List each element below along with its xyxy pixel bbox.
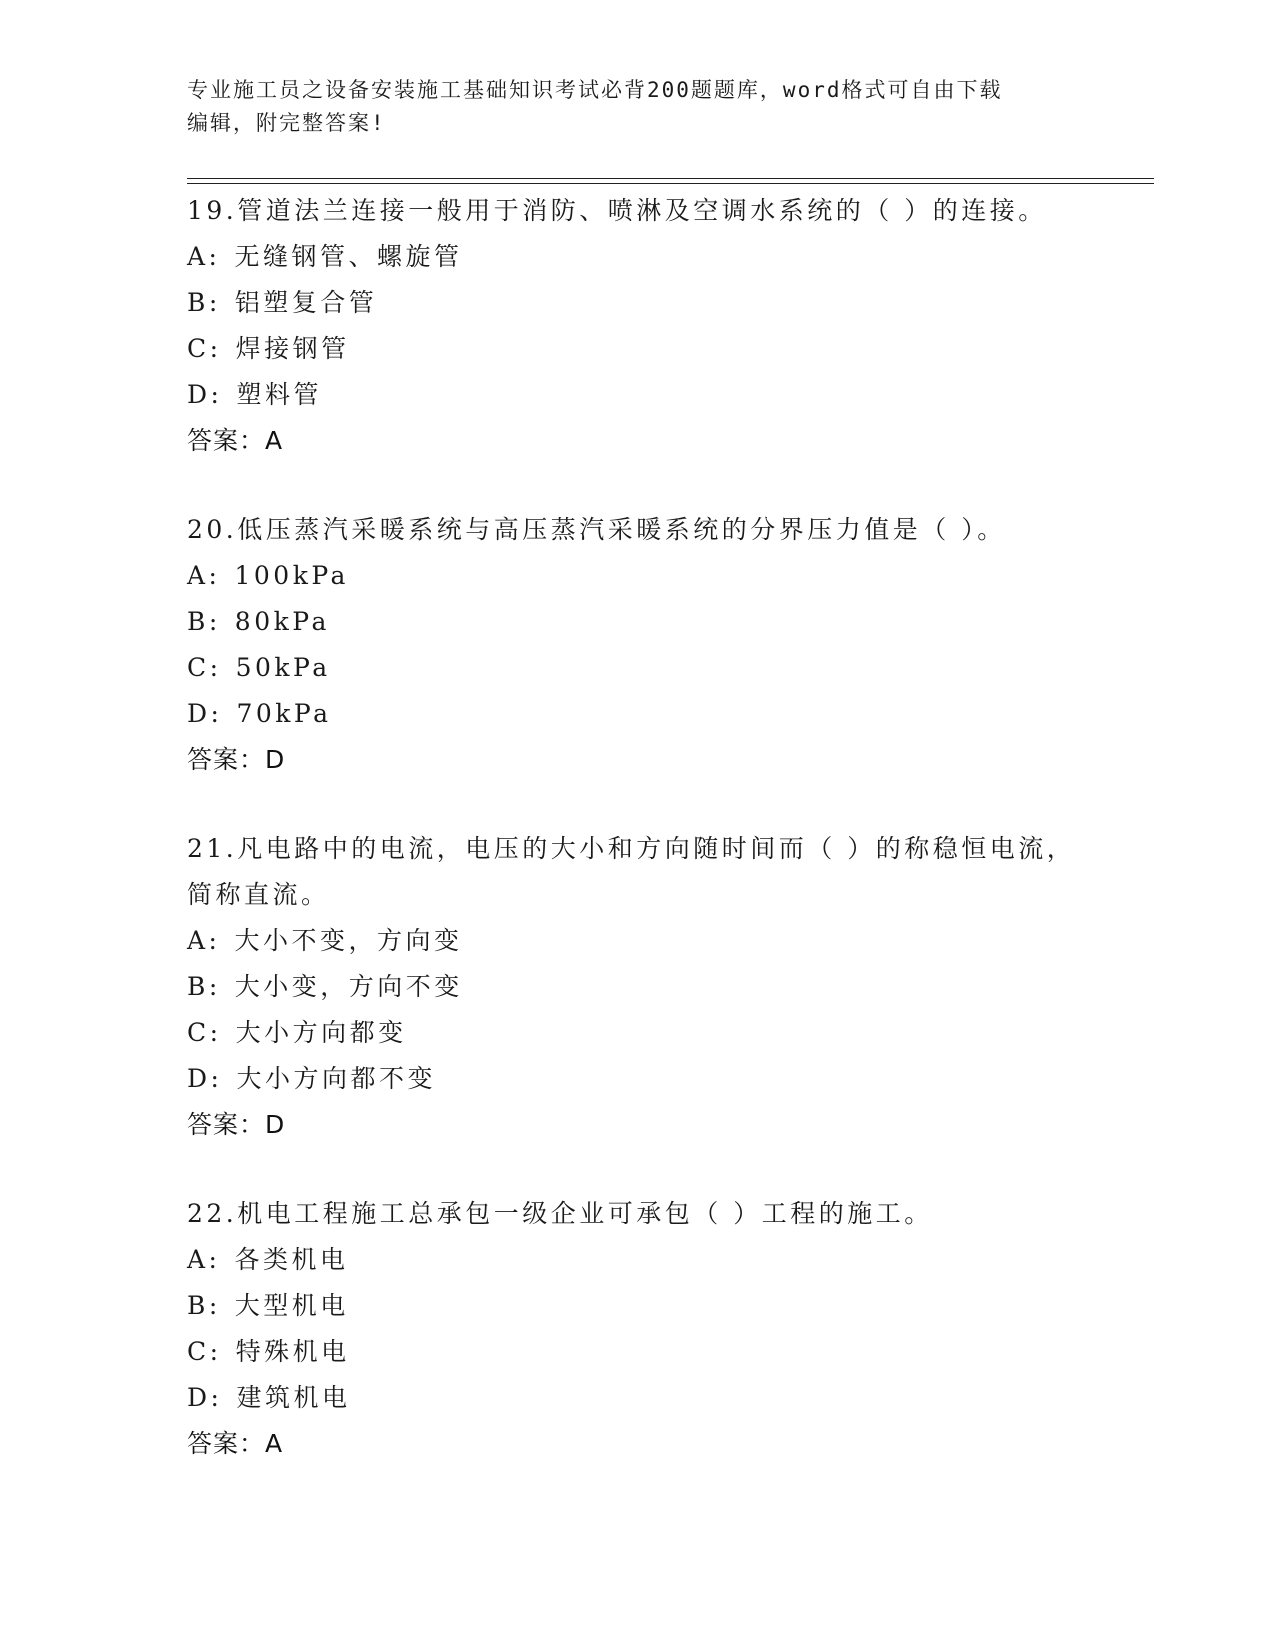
option-key: A:: [187, 1245, 221, 1274]
answer-line: 答案：D: [187, 1110, 286, 1139]
question-20: [187, 507, 1087, 783]
option-key: A:: [187, 926, 221, 955]
option-text: 焊接钢管: [235, 334, 350, 363]
question-list: [187, 188, 1087, 1510]
option-c: [187, 1329, 1087, 1375]
header-line-1: 专业施工员之设备安装施工基础知识考试必背200题题库，word格式可自由下载: [187, 78, 1003, 102]
option-d: [187, 691, 1087, 737]
option-text: 大小方向都变: [235, 1018, 407, 1047]
answer-line: 答案：A: [187, 1429, 284, 1458]
option-c: [187, 326, 1087, 372]
header-divider-top: [187, 178, 1154, 179]
answer-line: 答案：A: [187, 426, 284, 455]
option-d: [187, 372, 1087, 418]
question-stem: 20.低压蒸汽采暖系统与高压蒸汽采暖系统的分界压力值是（ ）。: [187, 515, 1006, 544]
option-b: [187, 1283, 1087, 1329]
question-21: [187, 826, 1087, 1148]
document-header: [187, 74, 1087, 140]
option-text: 大小方向都不变: [236, 1064, 436, 1093]
option-key: B:: [187, 972, 221, 1001]
option-b: [187, 599, 1087, 645]
option-text: 特殊机电: [235, 1337, 350, 1366]
option-b: [187, 280, 1087, 326]
option-c: [187, 1010, 1087, 1056]
question-stem: 22.机电工程施工总承包一级企业可承包（ ）工程的施工。: [187, 1199, 933, 1228]
option-key: A:: [187, 561, 221, 590]
option-d: [187, 1056, 1087, 1102]
option-text: 50kPa: [235, 653, 331, 682]
option-a: [187, 918, 1087, 964]
question-19: [187, 188, 1087, 464]
option-key: C:: [187, 653, 222, 682]
option-key: C:: [187, 334, 222, 363]
option-text: 大型机电: [234, 1291, 349, 1320]
option-key: D:: [187, 1064, 223, 1093]
option-key: B:: [187, 288, 221, 317]
option-c: [187, 645, 1087, 691]
option-text: 大小不变，方向变: [234, 926, 463, 955]
question-22: [187, 1191, 1087, 1467]
header-line-2: 编辑，附完整答案!: [187, 111, 386, 135]
option-text: 塑料管: [236, 380, 322, 409]
option-text: 70kPa: [236, 699, 332, 728]
option-key: B:: [187, 1291, 221, 1320]
option-text: 各类机电: [234, 1245, 349, 1274]
option-a: [187, 553, 1087, 599]
option-key: A:: [187, 242, 221, 271]
answer-line: 答案：D: [187, 745, 286, 774]
option-d: [187, 1375, 1087, 1421]
header-divider-bottom: [187, 183, 1154, 184]
option-key: D:: [187, 699, 223, 728]
option-text: 大小变，方向不变: [234, 972, 463, 1001]
option-key: D:: [187, 1383, 223, 1412]
question-stem: 21.凡电路中的电流，电压的大小和方向随时间而（ ）的称稳恒电流，简称直流。: [187, 834, 1076, 909]
option-a: [187, 1237, 1087, 1283]
option-key: D:: [187, 380, 223, 409]
option-a: [187, 234, 1087, 280]
option-text: 无缝钢管、螺旋管: [234, 242, 463, 271]
option-text: 铝塑复合管: [234, 288, 378, 317]
option-key: C:: [187, 1018, 222, 1047]
option-text: 80kPa: [234, 607, 330, 636]
question-stem: 19.管道法兰连接一般用于消防、喷淋及空调水系统的（ ）的连接。: [187, 196, 1047, 225]
option-b: [187, 964, 1087, 1010]
option-text: 建筑机电: [236, 1383, 351, 1412]
option-key: B:: [187, 607, 221, 636]
option-text: 100kPa: [234, 561, 349, 590]
option-key: C:: [187, 1337, 222, 1366]
